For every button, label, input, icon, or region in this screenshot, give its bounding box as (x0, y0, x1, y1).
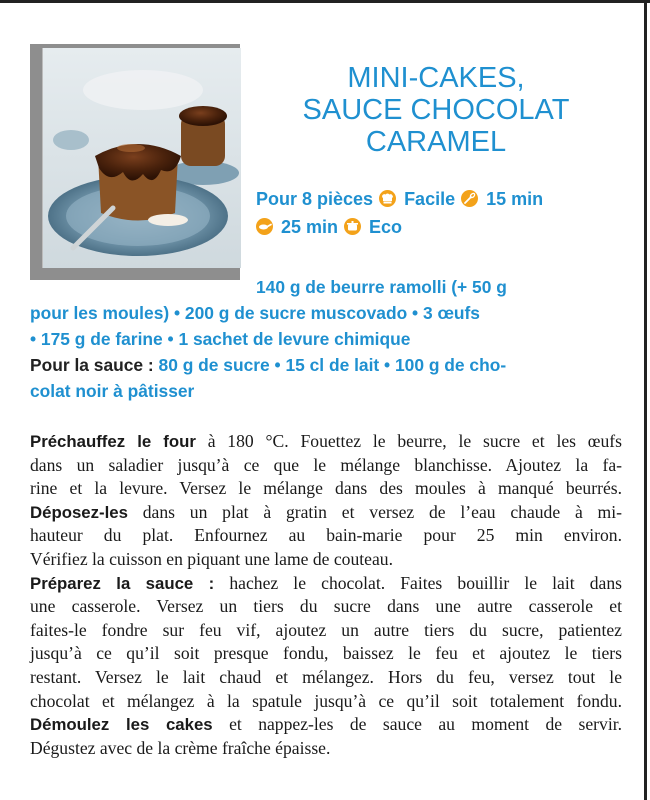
sauce-ingredients-text: 80 g de sucre • 15 cl de lait • 100 g de cho- (153, 355, 507, 375)
step-4-line-1 (30, 713, 622, 737)
step-3-line-2: une casserole. Versez un tiers du sucre dans une autre casserole et (30, 596, 622, 617)
difficulty-text: Facile (404, 189, 456, 209)
step-3-lead: Préparez la sauce : (30, 573, 215, 593)
step-3-line-4: jusqu’à ce qu’il soit presque fondu, baissez le feu et ajoutez le tiers (30, 643, 622, 664)
step-3-text: hachez le chocolat. Faites bouillir le lait dans (214, 572, 622, 593)
step-3-line-5: restant. Versez le lait chaud et mélangez. Hors du feu, versez tout le (30, 666, 622, 687)
step-3-line-3: faites-le fondre sur feu vif, ajoutez un autre tiers du sucre, patientez (30, 619, 622, 640)
ingredients-line-3: • 175 g de farine • 1 sachet de levure chimique (30, 329, 411, 349)
recipe-photo (42, 48, 241, 268)
step-4-line-2: Dégustez avec de la crème fraîche épaisse. (30, 737, 331, 758)
ingredients-line-1: 140 g de beurre ramolli (+ 50 g (256, 277, 507, 297)
whisk-icon (461, 190, 478, 207)
pot-icon (344, 218, 361, 235)
recipe-meta-row-2 (256, 214, 402, 240)
step-3-line-1 (30, 572, 622, 596)
step-2-line-3: Vérifiez la cuisson en piquant une lame de couteau. (30, 548, 393, 569)
step-3-line-6: chocolat et mélangez à la spatule jusqu’à ce qu’il soit totalement fondu. (30, 690, 622, 711)
sauce-ingredients-line-2: colat noir à pâtisser (30, 381, 195, 401)
step-2-line-2: hauteur du plat. Enfournez au bain-marie pour 25 min environ. (30, 525, 622, 546)
cook-time-text: 25 min (281, 217, 339, 237)
top-border-rule (0, 0, 650, 3)
right-border-rule (644, 0, 647, 800)
title-line-2: SAUCE CHOCOLAT (302, 94, 570, 126)
sauce-label: Pour la sauce : (30, 355, 154, 375)
instructions-block (30, 430, 622, 760)
title-line-1: MINI-CAKES, (347, 62, 525, 94)
step-1-line-1 (30, 430, 622, 454)
mini-cake-photo-illustration (43, 48, 241, 268)
title-line-3: CARAMEL (365, 126, 507, 158)
recipe-meta-row-1 (256, 186, 543, 212)
step-4-lead: Démoulez les cakes (30, 715, 213, 735)
step-2-text: dans un plat à gratin et versez de l’eau chaude à mi- (127, 501, 622, 522)
prep-time-text: 15 min (486, 189, 544, 209)
chef-hat-icon (379, 190, 396, 207)
recipe-title (254, 62, 618, 158)
step-1-lead: Préchauffez le four (30, 432, 196, 451)
sauce-ingredients-line-1 (30, 352, 622, 378)
step-1-text: à 180 °C. Fouettez le beurre, le sucre et les œufs (195, 431, 622, 451)
step-1-line-2: dans un saladier jusqu’à ce que le mélange blanchisse. Ajoutez la fa- (30, 454, 622, 475)
ingredients-block (30, 274, 622, 404)
cost-text: Eco (369, 217, 403, 237)
yield-text: Pour 8 pièces (256, 189, 374, 209)
pan-icon (256, 218, 273, 235)
ingredients-line-2: pour les moules) • 200 g de sucre muscovado • 3 œufs (30, 303, 480, 323)
step-4-text: et nappez-les de sauce au moment de servir. (212, 714, 623, 735)
step-1-line-3: rine et la levure. Versez le mélange dans des moules à manqué beurrés. (30, 478, 622, 499)
step-2-lead: Déposez-les (30, 502, 128, 522)
step-2-line-1 (30, 501, 622, 525)
